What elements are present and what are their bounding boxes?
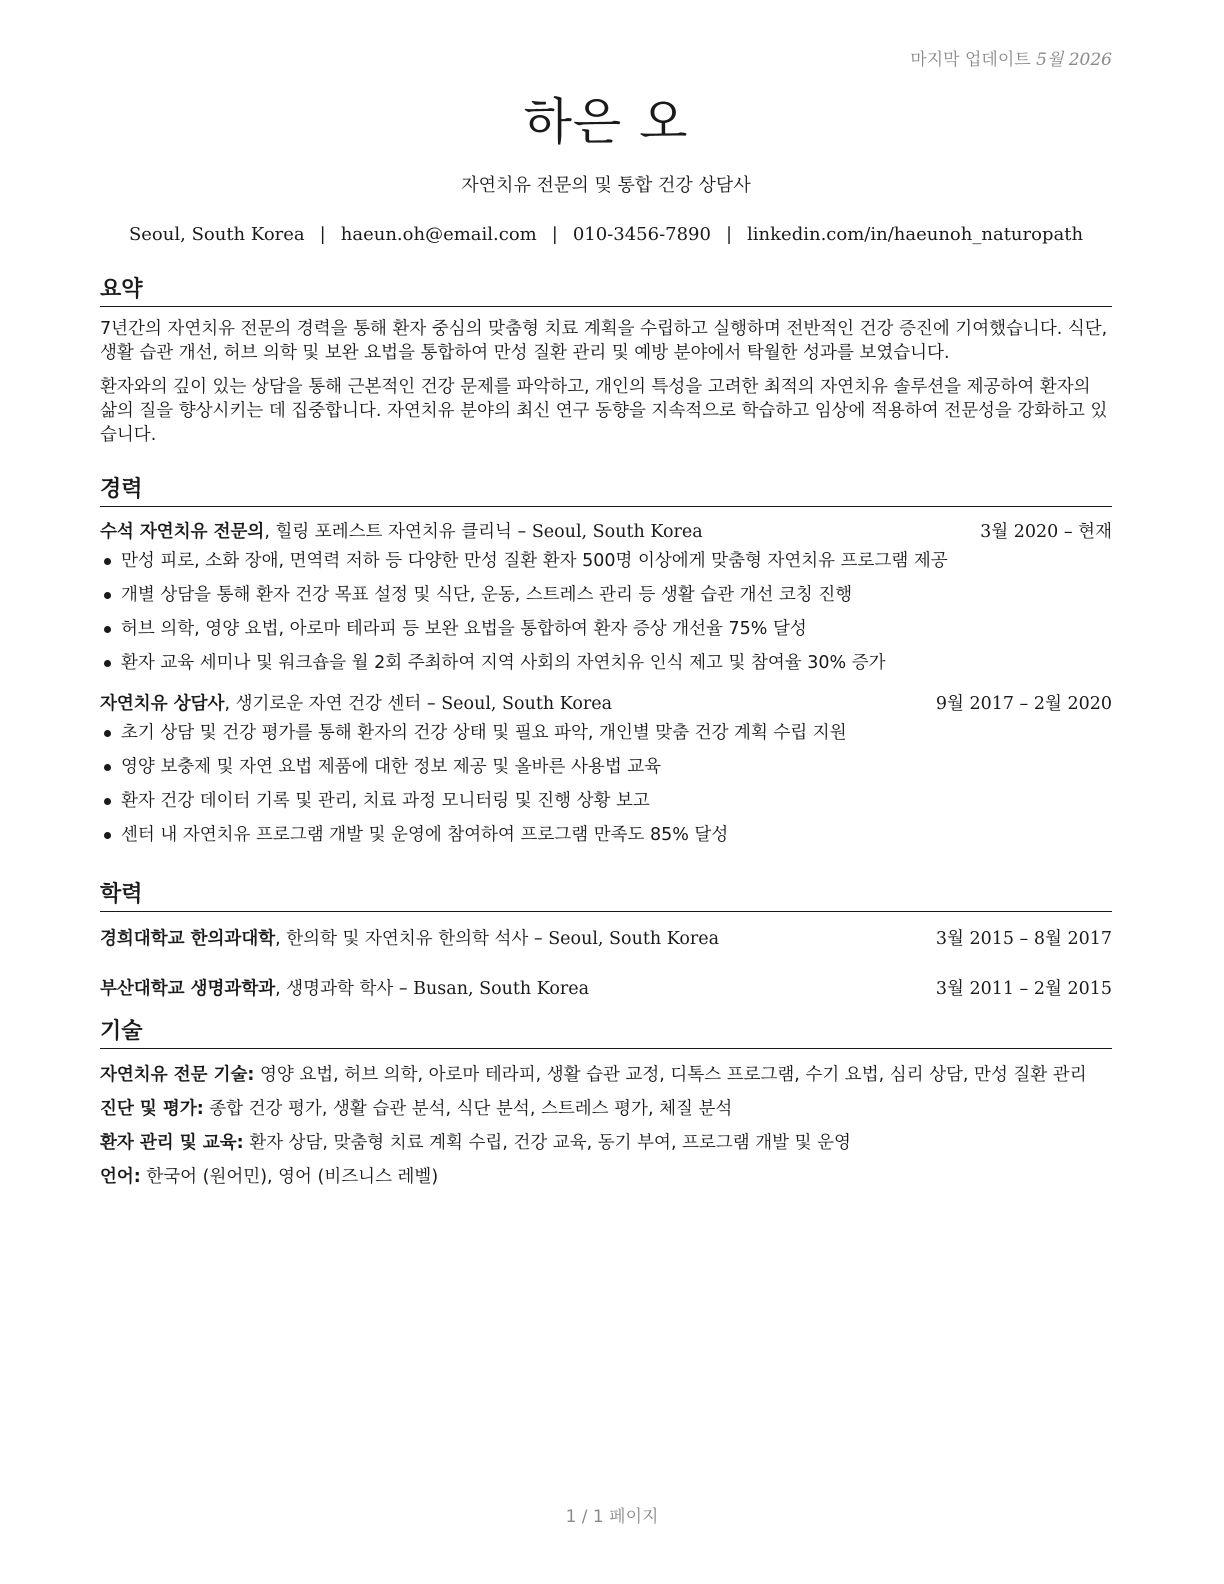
job-header: [100, 691, 1112, 717]
summary-section: [100, 276, 1112, 447]
school-location: Seoul, South Korea: [548, 929, 720, 949]
job-role: 자연치유 상담사: [100, 694, 225, 714]
job-role: 수석 자연치유 전문의: [100, 522, 265, 542]
education-entry: [100, 926, 1112, 952]
section-heading-summary: 요약: [100, 276, 1112, 307]
contact-separator: |: [725, 224, 733, 245]
skill-value: 종합 건강 평가, 생활 습관 분석, 식단 분석, 스트레스 평가, 체질 분석: [203, 1099, 733, 1119]
skill-label: 진단 및 평가:: [100, 1099, 204, 1119]
school-dates: 3월 2015 – 8월 2017: [935, 929, 1112, 949]
skill-line: [100, 1131, 1112, 1155]
candidate-name: 하은 오: [523, 93, 689, 151]
school-degree: , 한의학 및 자연치유 한의학 석사 –: [275, 929, 549, 949]
school-dates: 3월 2011 – 2월 2015: [935, 979, 1112, 999]
candidate-title: 자연치유 전문의 및 통합 건강 상담사: [461, 175, 751, 196]
job-org: , 힐링 포레스트 자연치유 클리닉 –: [264, 522, 532, 542]
job-bullet: 센터 내 자연치유 프로그램 개발 및 운영에 참여하여 프로그램 만족도 85% 달성: [100, 823, 1112, 847]
job-dates: 9월 2017 – 2월 2020: [935, 694, 1112, 714]
job-bullet: 초기 상담 및 건강 평가를 통해 환자의 건강 상태 및 필요 파악, 개인별 맞춤 건강 계획 수립 지원: [100, 721, 1112, 745]
summary-paragraph: 7년간의 자연치유 전문의 경력을 통해 환자 중심의 맞춤형 치료 계획을 수립하고 실행하며 전반적인 건강 증진에 기여했습니다. 식단, 생활 습관 개선, 허브 의학 및 보완 요법을 통합하여 만성 질환 관리 및 예방 분야에서 탁월한 성과를 보였습니다.: [100, 319, 1108, 363]
skill-label: 언어:: [100, 1167, 141, 1187]
experience-section: [100, 476, 1112, 857]
skill-value: 영양 요법, 허브 의학, 아로마 테라피, 생활 습관 교정, 디톡스 프로그램, 수기 요법, 심리 상담, 만성 질환 관리: [254, 1065, 1087, 1085]
last-updated: [910, 45, 1112, 70]
job-bullet: 환자 교육 세미나 및 워크숍을 월 2회 주최하여 지역 사회의 자연치유 인식 제고 및 참여율 30% 증가: [100, 651, 1112, 675]
job-dates: 3월 2020 – 현재: [980, 522, 1112, 542]
contact-separator: |: [551, 224, 558, 245]
job-bullet: 환자 건강 데이터 기록 및 관리, 치료 과정 모니터링 및 진행 상황 보고: [100, 789, 1112, 813]
job-header: [100, 519, 1112, 545]
skill-label: 자연치유 전문 기술:: [100, 1065, 255, 1085]
skill-line: [100, 1165, 1112, 1189]
education-entry: [100, 976, 1112, 1002]
job-location: Seoul, South Korea: [441, 694, 613, 714]
job-entry: [100, 691, 1112, 847]
job-bullet: 영양 보충제 및 자연 요법 제품에 대한 정보 제공 및 올바른 사용법 교육: [100, 755, 1112, 779]
last-updated-label: 마지막 업데이트: [910, 50, 1031, 70]
last-updated-date: 5월 2026: [1036, 50, 1112, 70]
contact-line: [100, 224, 1112, 245]
job-bullet: 만성 피로, 소화 장애, 면역력 저하 등 다양한 만성 질환 환자 500명 이상에게 맞춤형 자연치유 프로그램 제공: [100, 549, 1112, 573]
skill-value: 환자 상담, 맞춤형 치료 계획 수립, 건강 교육, 동기 부여, 프로그램 개발 및 운영: [243, 1133, 851, 1153]
summary-paragraph: 환자와의 깊이 있는 상담을 통해 근본적인 건강 문제를 파악하고, 개인의 특성을 고려한 최적의 자연치유 솔루션을 제공하여 환자의 삶의 질을 향상시키는 데 집중합니다. 자연치유 분야의 최신 연구 동향을 지속적으로 학습하고 임상에 적용하여 전문성을 강화하고 있습니다.: [100, 377, 1108, 445]
education-section: [100, 881, 1112, 1002]
job-bullet: 개별 상담을 통해 환자 건강 목표 설정 및 식단, 운동, 스트레스 관리 등 생활 습관 개선 코칭 진행: [100, 583, 1112, 607]
contact-separator: |: [319, 224, 326, 245]
section-heading-experience: 경력: [100, 476, 1112, 507]
job-location: Seoul, South Korea: [531, 522, 703, 542]
skill-line: [100, 1097, 1112, 1121]
job-bullets: [100, 549, 1112, 675]
contact-email[interactable]: haeun.oh@email.com: [340, 224, 537, 245]
school-name: 부산대학교 생명과학과: [100, 979, 276, 999]
job-entry: [100, 519, 1112, 675]
skills-section: [100, 1018, 1112, 1189]
school-degree: , 생명과학 학사 –: [275, 979, 414, 999]
skill-line: [100, 1063, 1112, 1087]
job-bullet: 허브 의학, 영양 요법, 아로마 테라피 등 보완 요법을 통합하여 환자 증상 개선율 75% 달성: [100, 617, 1112, 641]
job-org: , 생기로운 자연 건강 센터 –: [224, 694, 442, 714]
page-number-footer: 1 / 1 페이지: [565, 1507, 659, 1527]
school-name: 경희대학교 한의과대학: [100, 929, 276, 949]
skill-value: 한국어 (원어민), 영어 (비즈니스 레벨): [140, 1167, 439, 1187]
skill-label: 환자 관리 및 교육:: [100, 1133, 244, 1153]
contact-location: Seoul, South Korea: [128, 224, 305, 245]
section-heading-education: 학력: [100, 881, 1112, 912]
contact-linkedin[interactable]: linkedin.com/in/haeunoh_naturopath: [747, 224, 1084, 245]
section-heading-skills: 기술: [100, 1018, 1112, 1049]
job-bullets: [100, 721, 1112, 847]
school-location: Busan, South Korea: [413, 979, 590, 999]
contact-phone: 010-3456-7890: [572, 224, 711, 245]
